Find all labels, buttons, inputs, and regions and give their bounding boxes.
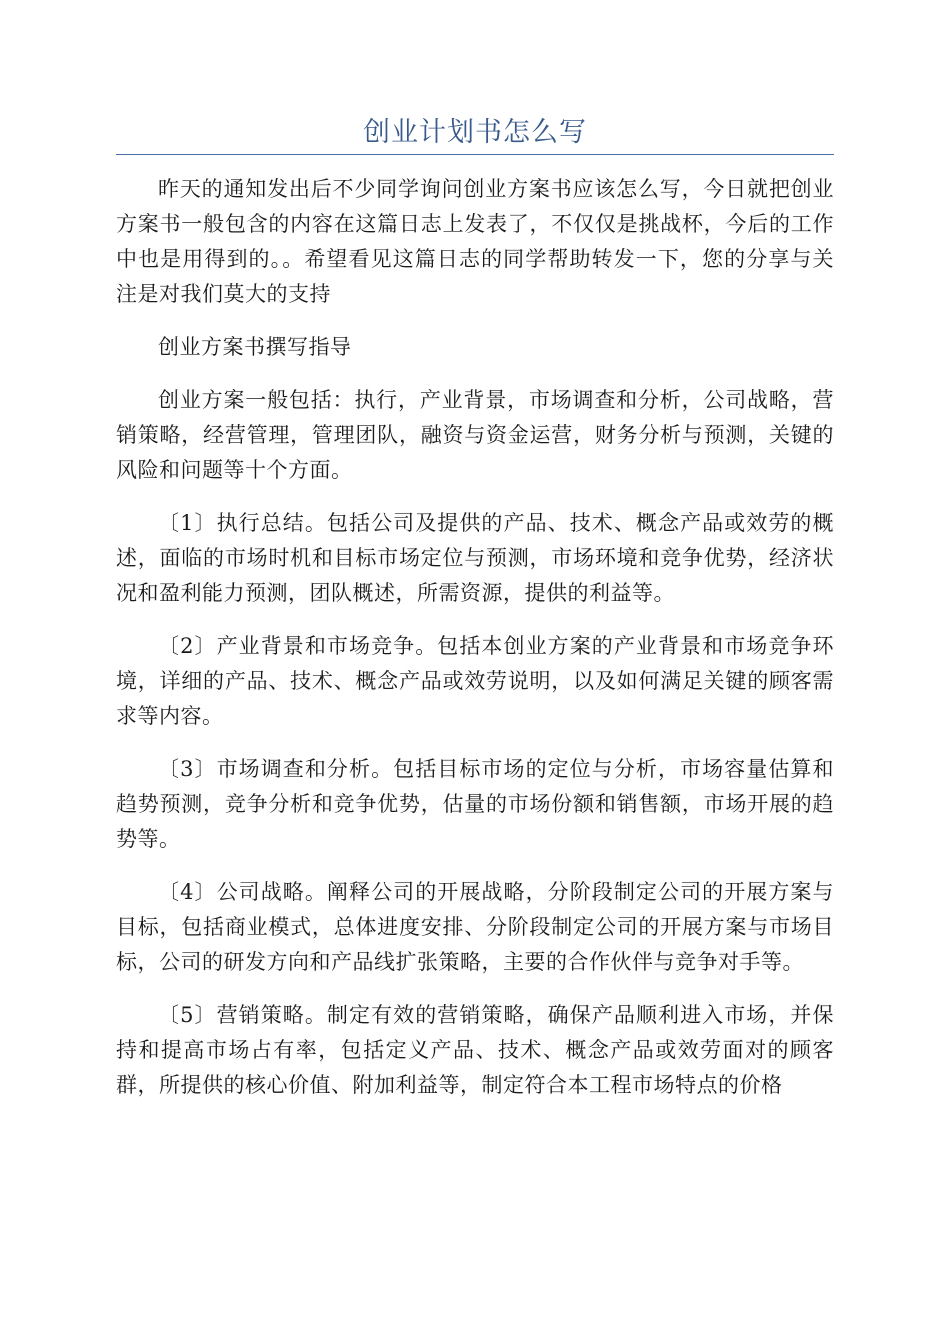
paragraph-guide-heading: 创业方案书撰写指导: [158, 335, 352, 359]
paragraph-item-5: 〔5〕营销策略。制定有效的营销策略，确保产品顺利进入市场，并保持和提高市场占有率，包括定义产品、技术、概念产品或效劳面对的顾客群，所提供的核心价值、附加利益等，制定符合本工程市场特点的价格: [116, 1003, 834, 1097]
paragraph-item-1: 〔1〕执行总结。包括公司及提供的产品、技术、概念产品或效劳的概述，面临的市场时机和目标市场定位与预测，市场环境和竞争优势，经济状况和盈利能力预测，团队概述，所需资源，提供的利益等。: [116, 511, 834, 605]
paragraph-intro: 昨天的通知发出后不少同学询问创业方案书应该怎么写，今日就把创业方案书一般包含的内容在这篇日志上发表了，不仅仅是挑战杯，今后的工作中也是用得到的。。希望看见这篇日志的同学帮助转发一下，您的分享与关注是对我们莫大的支持: [116, 177, 834, 306]
paragraph-item-4: 〔4〕公司战略。阐释公司的开展战略，分阶段制定公司的开展方案与目标，包括商业模式，总体进度安排、分阶段制定公司的开展方案与市场目标，公司的研发方向和产品线扩张策略，主要的合作伙伴与竞争对手等。: [116, 880, 834, 974]
document-body: [116, 172, 834, 1121]
title-underline: [116, 154, 834, 155]
document-title: 创业计划书怎么写: [363, 117, 587, 148]
paragraph-item-3: 〔3〕市场调查和分析。包括目标市场的定位与分析，市场容量估算和趋势预测，竞争分析和竞争优势，估量的市场份额和销售额，市场开展的趋势等。: [116, 757, 834, 851]
paragraph-overview: 创业方案一般包括：执行，产业背景，市场调查和分析，公司战略，营销策略，经营管理，管理团队，融资与资金运营，财务分析与预测，关键的风险和问题等十个方面。: [116, 388, 834, 482]
paragraph-item-2: 〔2〕产业背景和市场竞争。包括本创业方案的产业背景和市场竞争环境，详细的产品、技术、概念产品或效劳说明，以及如何满足关键的顾客需求等内容。: [116, 634, 834, 728]
